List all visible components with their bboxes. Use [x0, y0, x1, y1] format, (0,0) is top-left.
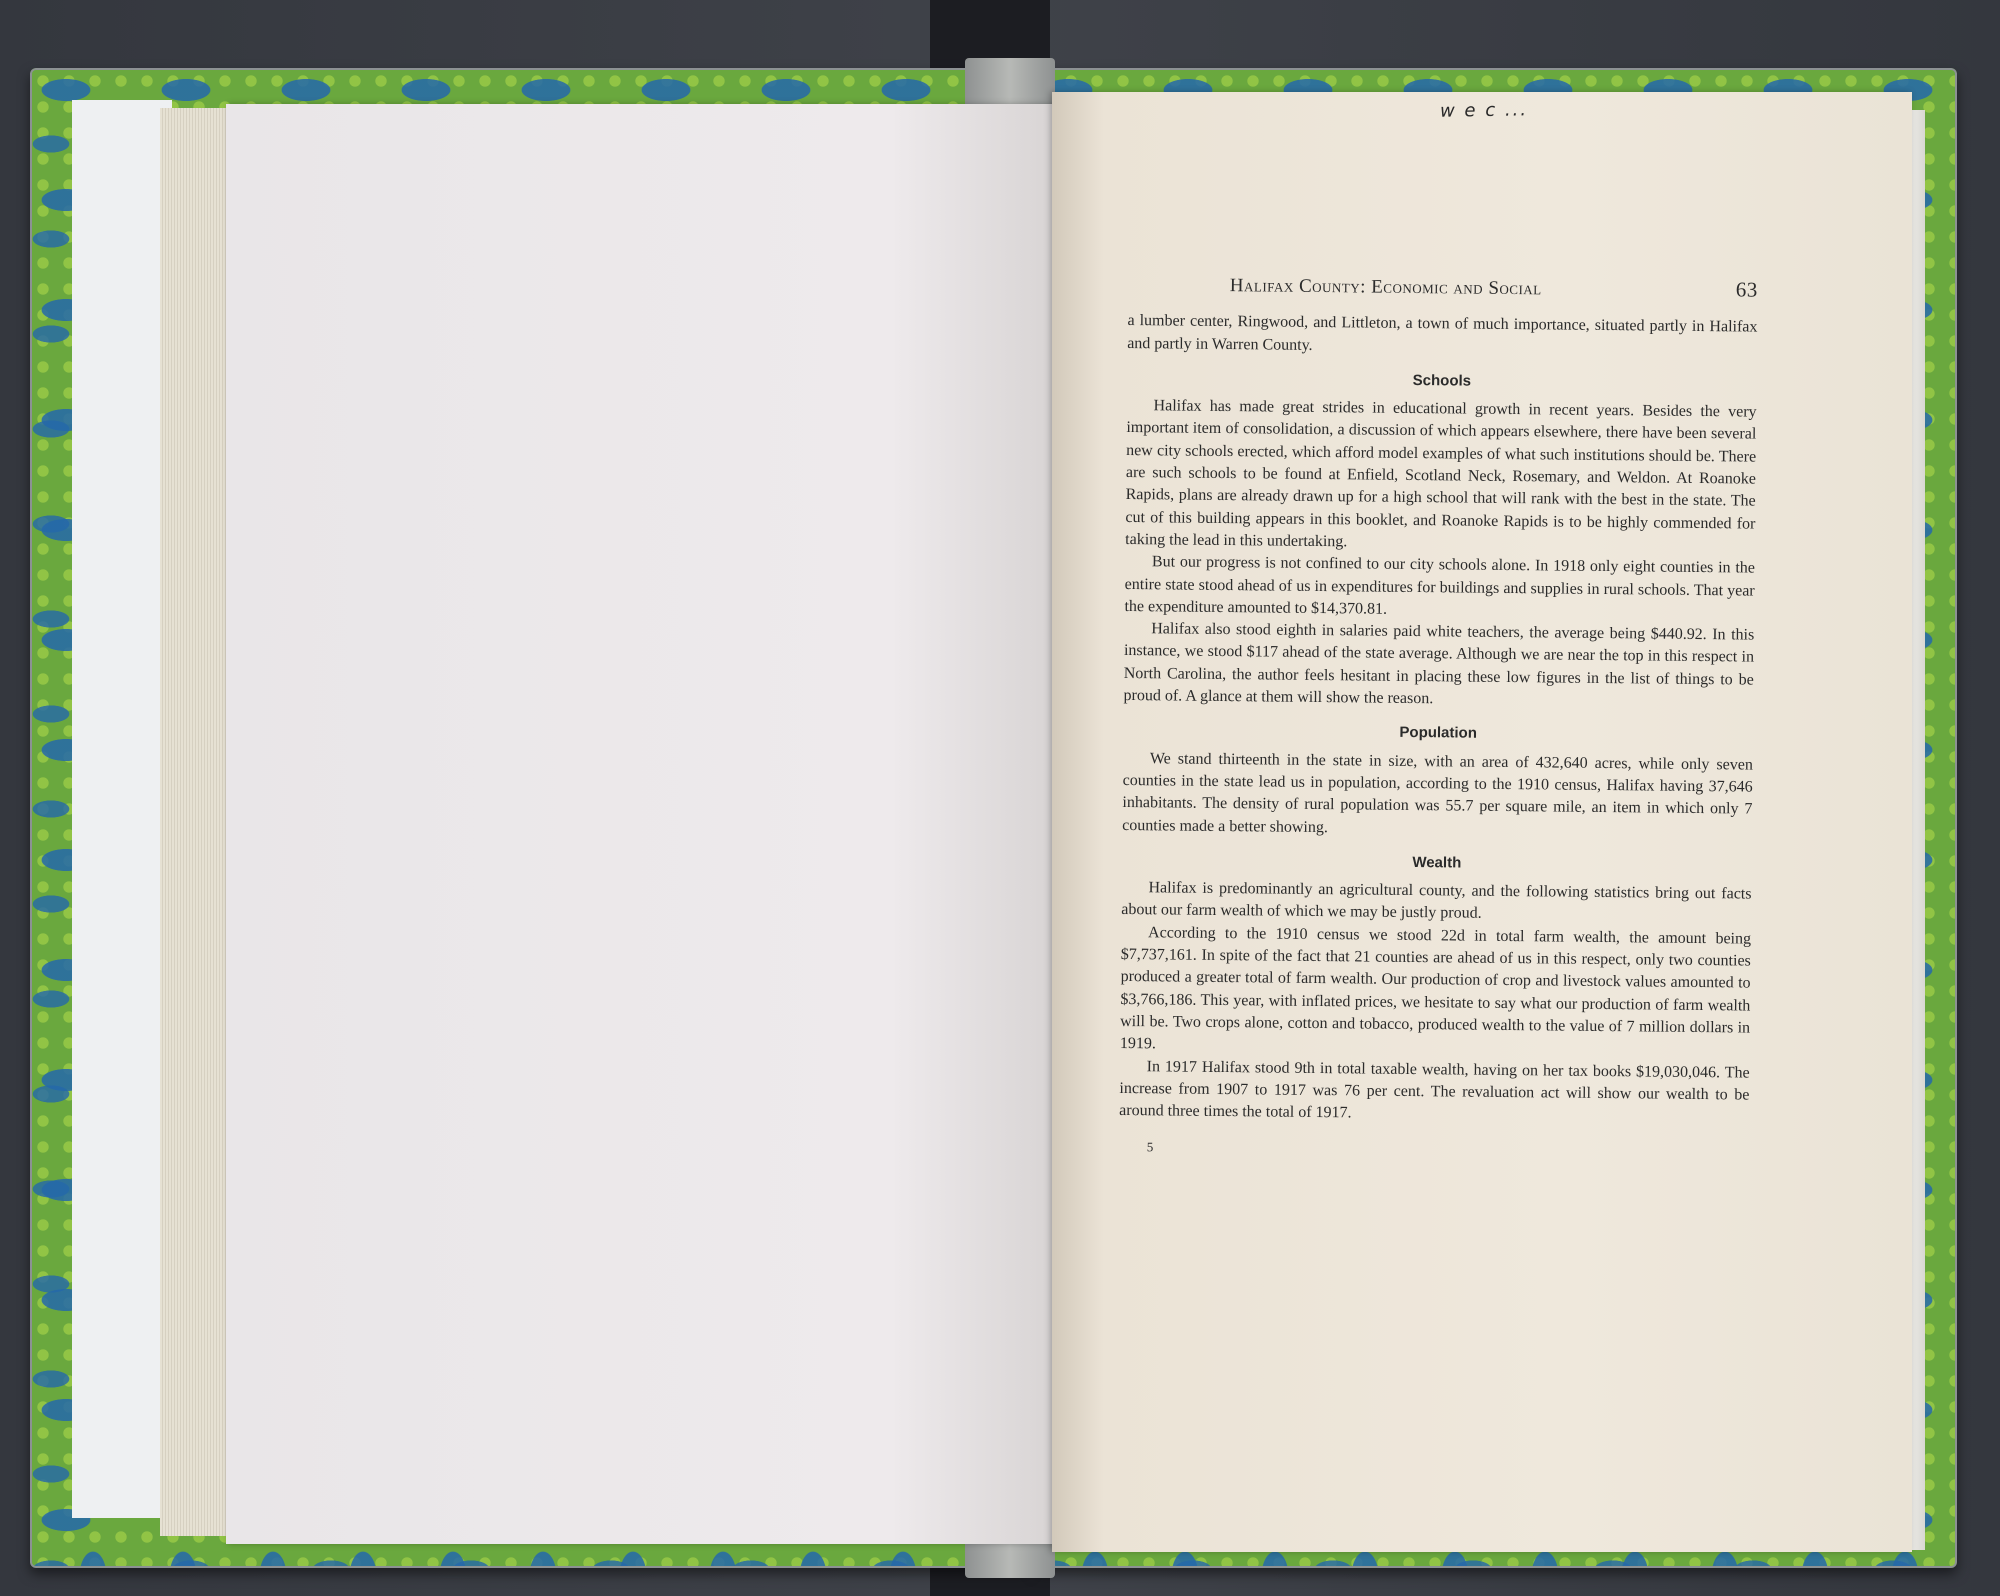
- page-edges: [160, 108, 230, 1536]
- running-head: [1230, 273, 1758, 303]
- flyleaf: [72, 100, 172, 1518]
- left-page-blank: [226, 104, 1056, 1544]
- paragraph: Halifax is predominantly an agricultural county, and the following statistics bring out facts about our farm wealth of which we may be justly proud.: [1121, 879, 1752, 923]
- signature-mark: 5: [1146, 1139, 1154, 1155]
- section-heading-wealth: Wealth: [1412, 853, 1462, 872]
- page-number: 63: [1735, 277, 1758, 302]
- running-head-title: Halifax County: Economic and Social: [1229, 275, 1542, 300]
- handwritten-annotation: w e c ...: [1439, 99, 1529, 122]
- paragraph: We stand thirteenth in the state in size, with an area of 432,640 acres, while only seven counties in the state lead us in population, according to the 1910 census, Halifax having 37,646 inhabitants. The density of rural population was 55.7 per square mile, an item in which only 7 counties made a better showing.: [1122, 749, 1753, 836]
- paragraph: Halifax has made great strides in educational growth in recent years. Besides the very important item of consolidation, a discussion of which appears elsewhere, there have been several new city schools erected, which afford model examples of what such institutions should be. There are such schools to be found at Enfield, Scotland Neck, Rosemary, and Weldon. At Roanoke Rapids, plans are already drawn up for a high school that will rank with the best in the state. The cut of this building appears in this booklet, and Roanoke Rapids is to be highly commended for taking the lead in this undertaking.: [1125, 397, 1757, 551]
- paragraph: But our progress is not confined to our city schools alone. In 1918 only eight counties in the entire state stood ahead of us in expenditures for buildings and supplies in rural schools. That year the expenditure amounted to $14,370.81.: [1124, 553, 1756, 618]
- paragraph: According to the 1910 census we stood 22d in total farm wealth, the amount being $7,737,161. In spite of the fact that 21 counties are ahead of us in this respect, only two counties produced a greater total of farm wealth. Our production of crop and livestock values amounted to $3,766,186. This year, with inflated prices, we hesitate to say what our production of farm wealth will be. Two crops alone, cotton and tobacco, produced wealth to the value of 7 million dollars in 1919.: [1119, 923, 1752, 1053]
- page-text: [1119, 272, 1758, 1165]
- section-heading-population: Population: [1399, 724, 1478, 743]
- paragraph: Halifax also stood eighth in salaries paid white teachers, the average being $440.92. In this instance, we stood $117 ahead of the state average. Although we are near the top in this respect in North Carolina, the author feels hesitant in placing these low figures in the list of things to be proud of. A glance at them will show the reason.: [1123, 620, 1755, 708]
- section-heading-schools: Schools: [1412, 371, 1472, 390]
- paragraph: In 1917 Halifax stood 9th in total taxable wealth, having on her tax books $19,030,046. The increase from 1907 to 1917 was 76 per cent. The revaluation act will show our wealth to be around three times the total of 1917.: [1119, 1057, 1750, 1122]
- intro-paragraph: a lumber center, Ringwood, and Littleton, a town of much importance, situated partly in Halifax and partly in Warren County.: [1127, 312, 1758, 354]
